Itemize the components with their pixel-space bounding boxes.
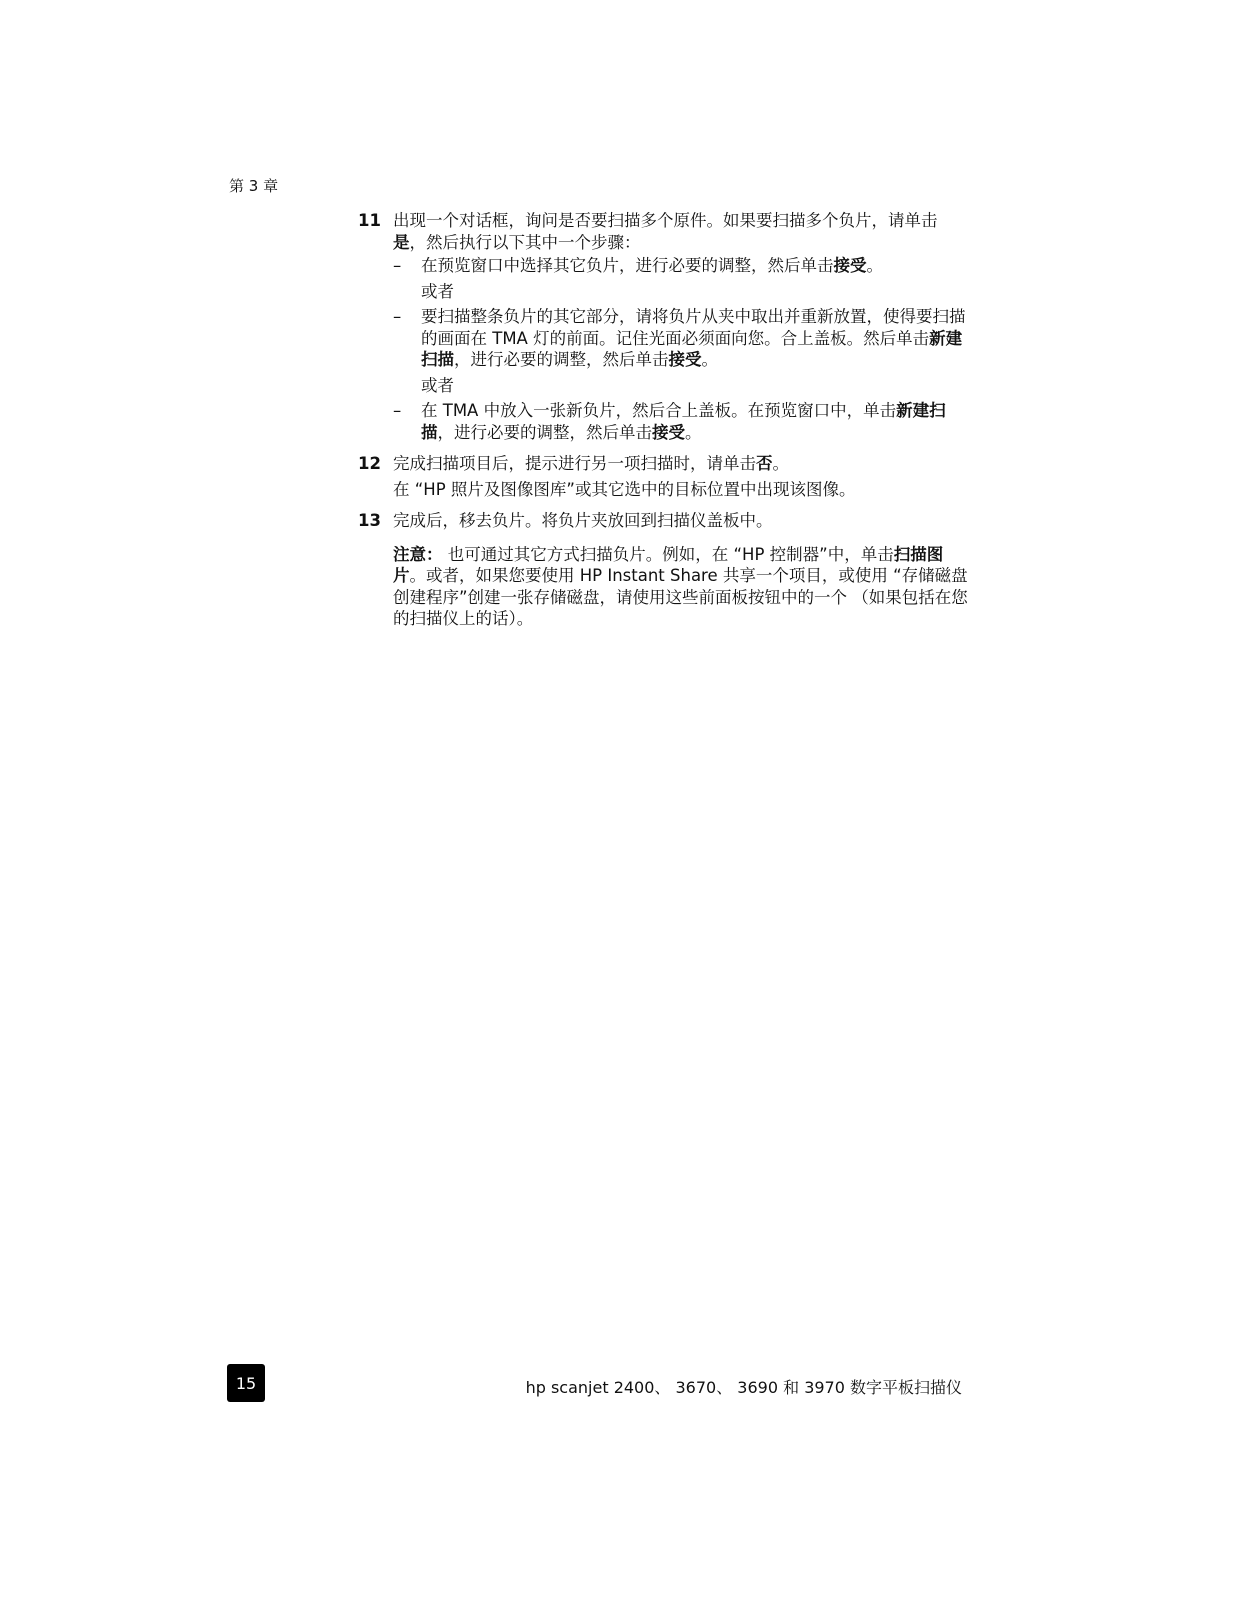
step-number: 11 <box>358 211 381 230</box>
option-2: – 要扫描整条负片的其它部分，请将负片从夹中取出并重新放置，使得要扫描的画面在 TMA 灯的前面。记住光面必须面向您。合上盖板。然后单击新建扫描，进行必要的调整，然后单击接受。 <box>393 307 966 369</box>
option-3: – 在 TMA 中放入一张新负片，然后合上盖板。在预览窗口中，单击新建扫描，进行必要的调整，然后单击接受。 <box>393 401 946 442</box>
bold-term: 接受 <box>833 256 867 275</box>
document-body <box>358 210 970 630</box>
bold-term: 扫描图片 <box>393 544 944 585</box>
dash-bullet: – <box>393 401 402 420</box>
step-content <box>393 210 970 443</box>
note-label: 注意： <box>393 544 443 564</box>
footer-title: hp scanjet 2400、 3670、 3690 和 3970 数字平板扫描仪 <box>525 1378 962 1397</box>
page-number: 15 <box>227 1364 265 1402</box>
note-block: 注意： 也可通过其它方式扫描负片。例如，在 “HP 控制器”中，单击扫描图片。或者，如果您要使用 HP Instant Share 共享一个项目，或使用 “存储磁盘创建程序”创建一张存储磁盘，请使用这些前面板按钮中的一个 （如果包括在您的扫描仪上的话）。 <box>393 544 968 628</box>
bold-term: 新建扫描 <box>421 401 946 442</box>
dash-bullet: – <box>393 307 402 326</box>
or-label: 或者 <box>421 281 454 301</box>
dash-bullet: – <box>393 256 402 275</box>
bold-term: 否 <box>756 454 773 473</box>
step-content <box>393 453 970 500</box>
chapter-header: 第 3 章 <box>229 177 279 195</box>
step-followup: 在 “HP 照片及图像图库”或其它选中的目标位置中出现该图像。 <box>393 479 856 499</box>
step-12 <box>358 453 970 500</box>
step-11 <box>358 210 970 443</box>
bold-term: 是 <box>393 232 410 252</box>
bold-term: 接受 <box>668 350 702 369</box>
bold-term: 接受 <box>652 422 685 442</box>
step-text: 出现一个对话框，询问是否要扫描多个原件。如果要扫描多个负片，请单击是，然后执行以下其中一个步骤： <box>393 211 938 252</box>
step-number: 13 <box>358 511 381 530</box>
step-13 <box>358 510 970 532</box>
or-label: 或者 <box>421 375 454 395</box>
bold-term: 新建扫描 <box>421 328 963 369</box>
step-text: 完成后，移去负片。将负片夹放回到扫描仪盖板中。 <box>393 511 773 530</box>
option-1: – 在预览窗口中选择其它负片，进行必要的调整，然后单击接受。 <box>393 256 883 275</box>
step-text: 完成扫描项目后，提示进行另一项扫描时，请单击否。 <box>393 454 789 473</box>
step-number: 12 <box>358 454 381 473</box>
